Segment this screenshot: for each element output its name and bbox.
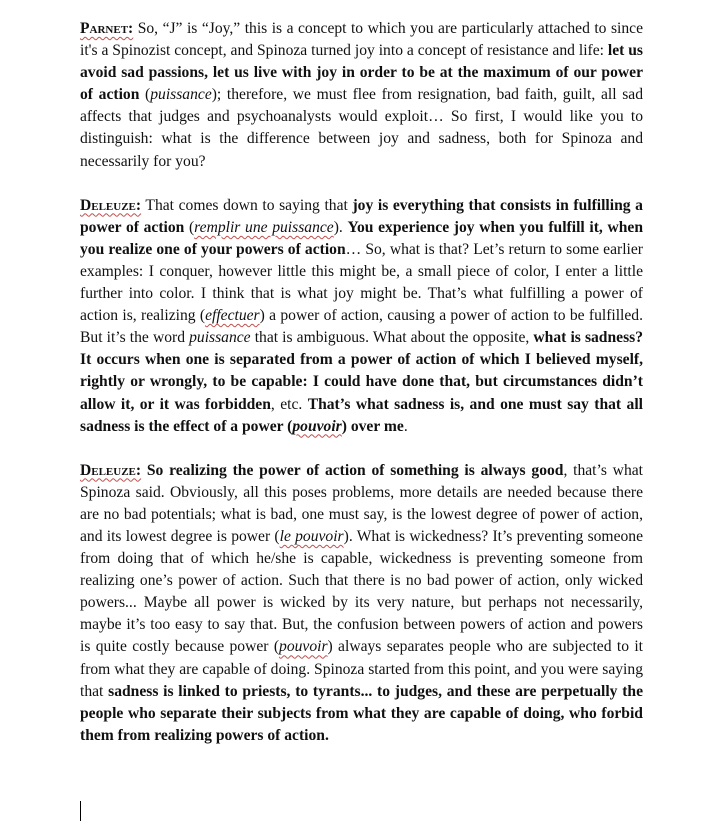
paragraph [80, 195, 643, 438]
text-run: remplir une puissance [194, 218, 334, 236]
paragraph [80, 460, 643, 747]
text-run: what is sadness? It occurs when one is separated from a power of action of which I believed myself, rightly or wrongly, to be capable: I could have done that, but circumstances didn’t allow it, or it was forbidden [80, 329, 644, 413]
text-run: So, “J” is “Joy,” this is a concept to which you are particularly attached to since it's a Spinozist concept, and Spinoza turned joy into a concept of resistance and life: [80, 20, 643, 60]
text-run: that is ambiguous. What about the opposite, [250, 329, 534, 347]
document-page[interactable] [80, 18, 643, 769]
text-run: ) over me [341, 417, 404, 435]
text-run: ( [139, 86, 151, 104]
text-run: ) a power of action, causing a power of action to be fulfilled. But it’s the word [80, 307, 643, 347]
text-cursor [80, 801, 81, 821]
text-run: That comes down to saying that [141, 196, 353, 214]
speaker-label: Deleuze: [80, 461, 142, 479]
speaker-label: Deleuze: [80, 196, 142, 214]
text-run: You experience joy when you fulfill it, when you realize one of your powers of action [80, 218, 643, 258]
text-run: puissance [150, 86, 212, 104]
text-run: ); therefore, we must flee from resignation, bad faith, guilt, all sad affects that judges and psychoanalysts would exploit… So first, I would like you to distinguish: what is the difference between joy and sadness, both for Spinoza and necessarily for you? [80, 86, 643, 170]
text-run: That’s what sadness is, and one must say that all sadness is the effect of a power ( [80, 395, 643, 435]
text-run: So realizing the power of action of something is always good [141, 461, 564, 479]
text-run: let us avoid sad passions, let us live with joy in order to be at the maximum of our power of action [80, 42, 643, 104]
text-run: effectuer [205, 307, 260, 325]
paragraph [80, 18, 643, 173]
text-run: joy is everything that consists in fulfilling a power of action [80, 196, 643, 236]
text-run: puissance [189, 329, 251, 347]
text-run: , that’s what Spinoza said. Obviously, all this poses problems, more details are needed because there are no bad potentials; what is bad, one must say, is the lowest degree of power of action, and its lowest degree is power ( [80, 461, 643, 545]
text-run: . [403, 417, 408, 435]
text-run: ). What is wickedness? It’s preventing someone from doing that of which he/she is capable, wickedness is preventing someone from realizing one’s power of action. Such that there is no bad power of action, only wicked powers... Maybe all power is wicked by its very nature, but perhaps not necessarily, maybe it’s too easy to say that. But, the confusion between powers of action and powers is quite costly because power ( [80, 527, 643, 656]
text-run: pouvoir [292, 417, 342, 435]
text-run: pouvoir [279, 638, 328, 656]
text-run: ) always separates people who are subjected to it from what they are capable of doing. Spinoza started from this point, and you were saying that [80, 638, 643, 700]
speaker-label: Parnet: [80, 20, 134, 37]
text-run: … So, what is that? Let’s return to some earlier examples: I conquer, however little this might be, a small piece of color, I enter a little further into color. I think that is what joy might be. That’s what fulfilling a power of action is, realizing ( [80, 240, 643, 325]
text-run: le pouvoir [279, 527, 344, 545]
text-run: , etc. [270, 395, 308, 413]
text-run: sadness is linked to priests, to tyrants... to judges, and these are perpetually the people who separate their subjects from what they are capable of doing, who forbid them from realizing powers of action. [80, 682, 643, 744]
text-run: ( [184, 218, 195, 236]
text-run: ). [333, 218, 348, 236]
